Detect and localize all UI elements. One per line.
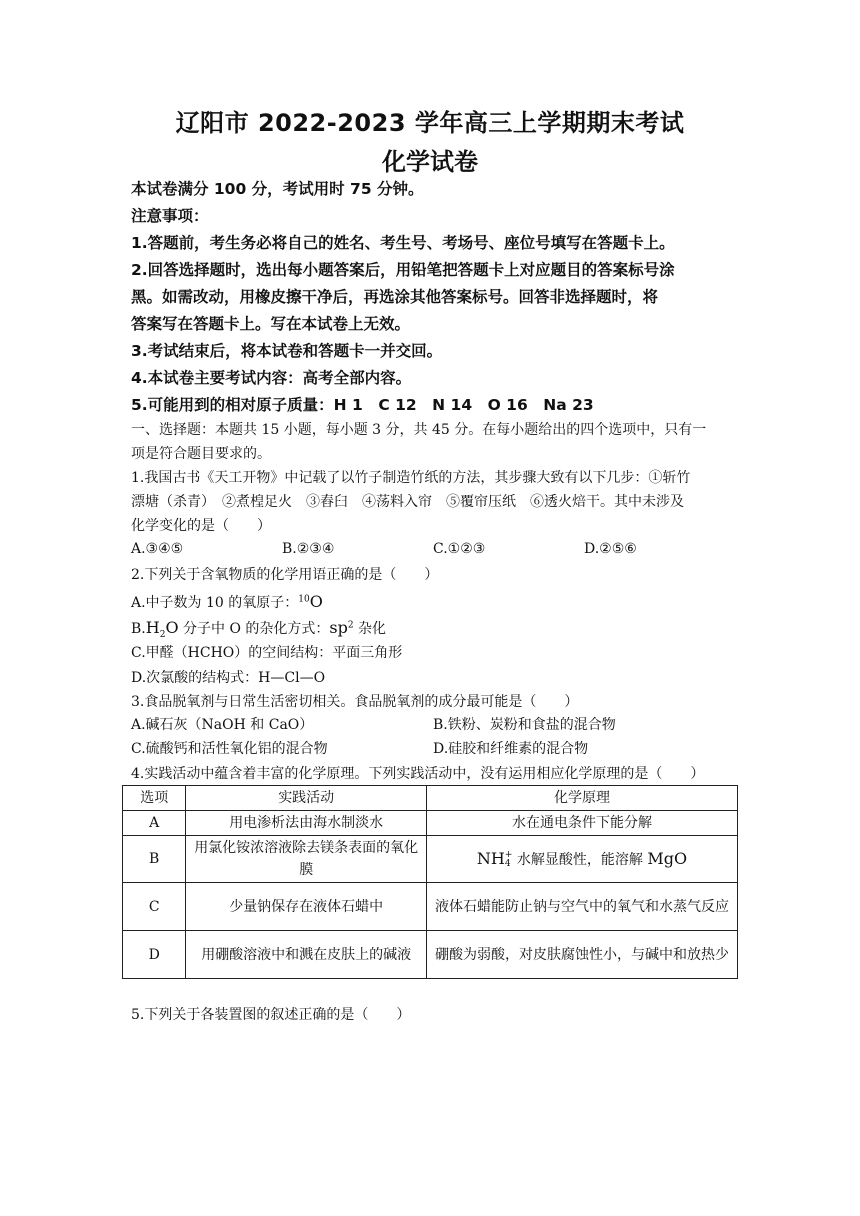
q2-option-a [131, 590, 735, 615]
table-row [123, 883, 738, 931]
note-2-line-1: 2.回答选择题时，选出每小题答案后，用铅笔把答题卡上对应题目的答案标号涂 [131, 261, 675, 279]
table-row [123, 931, 738, 979]
q3-option-d: D.硅胶和纤维素的混合物 [433, 741, 589, 757]
ammonium-subscript: 4 [504, 858, 511, 869]
row-d-option: D [123, 931, 186, 979]
section-1-intro-line-2: 项是符合题目要求的。 [131, 446, 271, 462]
table-row [123, 836, 738, 883]
header-principle: 化学原理 [426, 786, 737, 811]
row-b-activity: 用氯化铵浓溶液除去镁条表面的氧化膜 [186, 836, 427, 883]
header-activity: 实践活动 [186, 786, 427, 811]
q2-option-d: D.次氯酸的结构式：H—Cl—O [131, 670, 326, 686]
q2-option-a-mass-number: 10 [298, 594, 310, 605]
header-option: 选项 [123, 786, 186, 811]
row-d-principle: 硼酸为弱酸，对皮肤腐蚀性小，与碱中和放热少 [426, 931, 737, 979]
q2-option-b-subscript: 2 [159, 629, 166, 640]
exam-subtitle: 化学试卷 [382, 148, 478, 176]
note-2-line-2: 黑。如需改动，用橡皮擦干净后，再选涂其他答案标号。回答非选择题时，将 [131, 288, 659, 306]
q1-options [131, 541, 735, 557]
note-5: 5.可能用到的相对原子质量：H 1 C 12 N 14 O 16 Na 23 [131, 396, 594, 414]
q3-option-b: B.铁粉、炭粉和食盐的混合物 [433, 717, 616, 733]
q1-stem-line-1: 1.我国古书《天工开物》中记载了以竹子制造竹纸的方法，其步骤大致有以下几步：①斩竹 [131, 470, 691, 486]
q2-option-b-sp: sp [329, 618, 348, 637]
q2-option-a-symbol: O [309, 592, 323, 611]
q3-options-row-2 [131, 738, 735, 758]
q3-option-a: A.碱石灰（NaOH 和 CaO） [131, 717, 314, 733]
row-c-principle: 液体石蜡能防止钠与空气中的氧气和水蒸气反应 [426, 883, 737, 931]
ammonium-charge: + [504, 849, 513, 860]
ammonium-symbol: NH [476, 848, 505, 868]
q3-options-row-1 [131, 714, 735, 734]
note-2-line-3: 答案写在答题卡上。写在本试卷上无效。 [131, 315, 411, 333]
q2-option-b-superscript: 2 [347, 620, 354, 631]
q1-option-a: A.③④⑤ [131, 541, 184, 557]
q2-stem: 2.下列关于含氧物质的化学用语正确的是（ ） [131, 567, 439, 583]
row-b-principle [426, 836, 737, 883]
q1-option-d: D.②⑤⑥ [584, 541, 637, 557]
row-b-principle-text: 水解显酸性，能溶解 [512, 851, 648, 868]
notes-heading: 注意事项： [131, 207, 209, 225]
q2-option-b-label: B. [131, 621, 146, 637]
mgo-formula: MgO [647, 848, 688, 868]
q4-stem: 4.实践活动中蕴含着丰富的化学原理。下列实践活动中，没有运用相应化学原理的是（ ） [131, 766, 705, 782]
exam-title: 辽阳市 2022-2023 学年高三上学期期末考试 [175, 109, 685, 137]
q2-option-b-h: H [145, 618, 160, 637]
row-a-option: A [123, 811, 186, 836]
row-b-option: B [123, 836, 186, 883]
q3-option-c: C.硫酸钙和活性氧化铝的混合物 [131, 741, 328, 757]
row-c-option: C [123, 883, 186, 931]
q1-option-b: B.②③④ [282, 541, 335, 557]
note-3: 3.考试结束后，将本试卷和答题卡一并交回。 [131, 342, 443, 360]
row-a-principle: 水在通电条件下能分解 [426, 811, 737, 836]
q2-option-a-text: A.中子数为 10 的氧原子： [131, 595, 299, 611]
row-d-activity: 用硼酸溶液中和溅在皮肤上的碱液 [186, 931, 427, 979]
q2-option-c: C.甲醛（HCHO）的空间结构：平面三角形 [131, 645, 403, 661]
table-row [123, 811, 738, 836]
q2-option-b-o: O [165, 618, 179, 637]
section-1-intro-line-1: 一、选择题：本题共 15 小题，每小题 3 分，共 45 分。在每小题给出的四个选项中，只有一 [131, 422, 707, 438]
q1-stem-line-3: 化学变化的是（ ） [131, 518, 271, 534]
q2-option-b-mid: 分子中 O 的杂化方式： [178, 621, 330, 637]
row-a-activity: 用电渗析法由海水制淡水 [186, 811, 427, 836]
q3-stem: 3.食品脱氧剂与日常生活密切相关。食品脱氧剂的成分最可能是（ ） [131, 694, 579, 710]
score-time-note: 本试卷满分 100 分，考试用时 75 分钟。 [131, 180, 424, 198]
q2-option-b-end: 杂化 [353, 621, 387, 637]
note-1: 1.答题前，考生务必将自己的姓名、考生号、考场号、座位号填写在答题卡上。 [131, 234, 675, 252]
q4-table [122, 785, 738, 979]
note-4: 4.本试卷主要考试内容：高考全部内容。 [131, 369, 412, 387]
q1-option-c: C.①②③ [433, 541, 486, 557]
q5-stem: 5.下列关于各装置图的叙述正确的是（ ） [131, 1007, 411, 1023]
q2-option-b [131, 616, 735, 641]
q1-stem-line-2: 漂塘（杀青） ②煮楻足火 ③舂臼 ④荡料入帘 ⑤覆帘压纸 ⑥透火焙干。其中未涉及 [131, 494, 684, 510]
table-header-row [123, 786, 738, 811]
row-c-activity: 少量钠保存在液体石蜡中 [186, 883, 427, 931]
